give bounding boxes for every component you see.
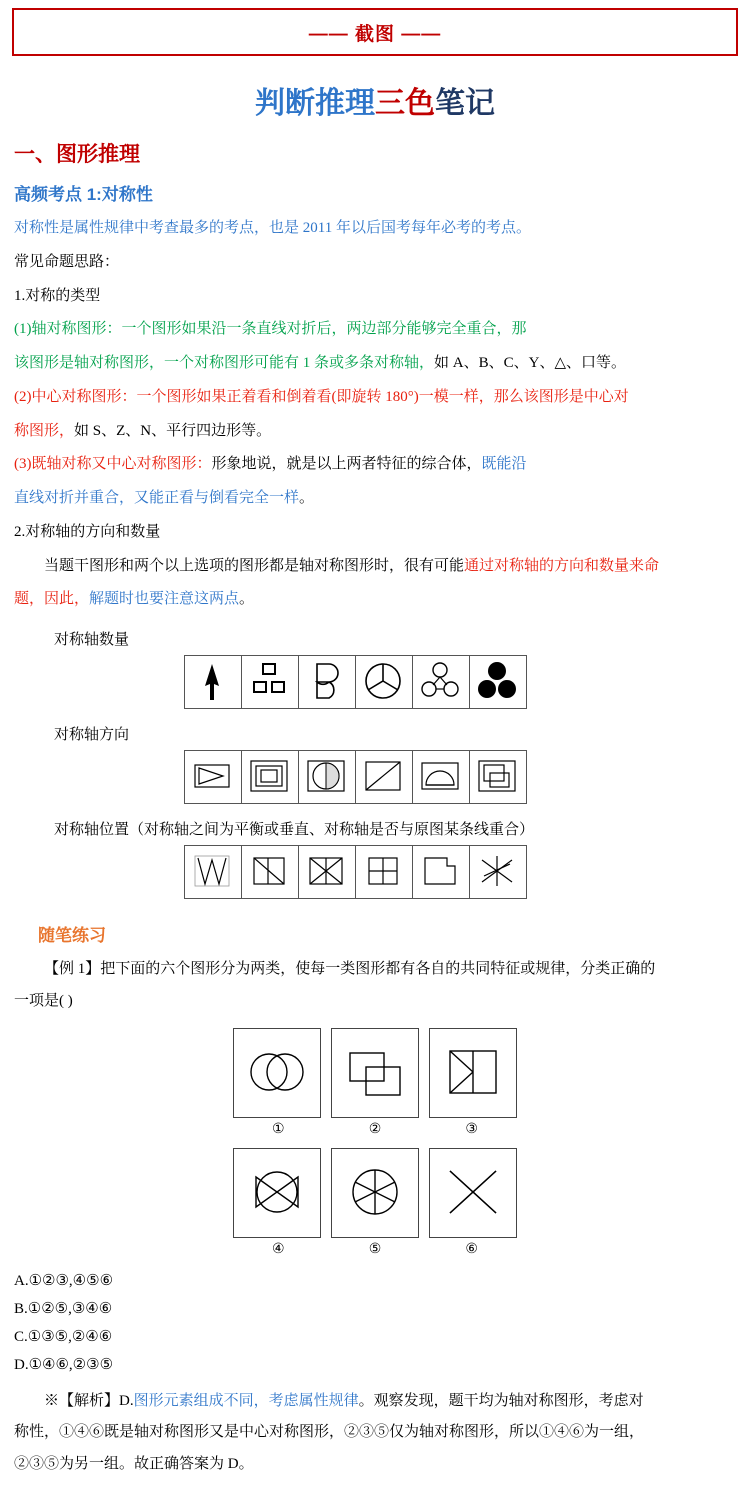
question-figure-row-1: [230, 1028, 520, 1118]
axis-count-hl-b: 题，因此，: [14, 591, 90, 608]
body-line-8a: [14, 553, 736, 581]
axis-symmetry-def-b: 该图形是轴对称图形，一个对称图形可能有 1 条或多条对称轴，: [14, 355, 435, 371]
analysis-highlight: 图形元素组成不同，考虑属性规律: [133, 1392, 359, 1409]
analysis-line-3: ②③⑤为另一组。故正确答案为 D。: [14, 1456, 254, 1472]
both-symmetry-hl-b: 直线对折并重合，又能正看与倒看完全一样: [14, 490, 300, 506]
caption-4: ④: [272, 1241, 285, 1257]
practice-heading: 随笔练习: [38, 926, 106, 945]
figure-row-axis-direction: [14, 750, 736, 804]
body-line-6a: [14, 451, 736, 479]
center-symmetry-def-b: 称图形，: [14, 422, 75, 439]
body-line-4a: [14, 316, 736, 344]
caption-5: ⑤: [368, 1241, 382, 1257]
question-figure-grid: [230, 1028, 520, 1258]
question-figure-3: [429, 1028, 517, 1118]
both-symmetry-desc: 形象地说，就是以上两者特征的综合体，: [211, 456, 482, 473]
option-c[interactable]: C.①③⑤,②④⑥: [14, 1329, 113, 1345]
body-line-2: 常见命题思路：: [14, 253, 120, 270]
axis-symmetry-examples: 如 A、B、C、Y、△、口等。: [434, 355, 626, 371]
option-a[interactable]: A.①②③,④⑤⑥: [14, 1272, 114, 1289]
figure-label-axis-position: 对称轴位置（对称轴之间为平衡或垂直、对称轴是否与原图某条线重合）: [54, 822, 535, 838]
figure-cell-nested-squares: [241, 750, 299, 804]
document-page: [0, 8, 750, 1493]
figure-cell-pin-character: [241, 655, 299, 709]
figure-cell-arrow: [184, 655, 242, 709]
caption-2: ②: [368, 1121, 382, 1137]
figure-cell-three-circles-filled: [469, 655, 527, 709]
figure-cell-semicircle: [412, 750, 470, 804]
body-line-4b: [14, 350, 736, 378]
option-b[interactable]: B.①②⑤,③④⑥: [14, 1300, 113, 1317]
kaodian-heading: 高频考点 1:对称性: [14, 185, 153, 204]
figure-cell-step-polygon: [412, 845, 470, 899]
analysis-line-2: 称性，①④⑥既是轴对称图形又是中心对称图形，②③⑤仅为轴对称图形，所以①④⑥为一组，: [14, 1424, 645, 1441]
figure-cell-circle-in-rect: [298, 750, 356, 804]
figure-cell-overlap-squares: [469, 750, 527, 804]
figure-cell-crossed-box: [241, 845, 299, 899]
figure-label-axis-count: 对称轴数量: [54, 632, 130, 648]
figure-cell-w-shape: [184, 845, 242, 899]
center-symmetry-def-a: (2)中心对称图形：一个图形如果正着看和倒着看(即旋转 180°)一模一样，那么该图形是中心对: [14, 388, 629, 405]
title-part-1: 判断推理: [255, 87, 375, 120]
question-figure-row-2: [230, 1148, 520, 1238]
both-symmetry-label: (3)既轴对称又中心对称图形：: [14, 456, 212, 473]
title-part-2: 三色: [375, 87, 435, 120]
answer-options: [14, 1270, 736, 1378]
analysis-label: ※【解析】D.: [44, 1392, 134, 1409]
document-content: [0, 138, 750, 1479]
body-line-3: 1.对称的类型: [14, 287, 101, 304]
caption-1: ①: [272, 1121, 285, 1137]
figure-cell-bowtie: [298, 845, 356, 899]
both-symmetry-hl-a: 既能沿: [481, 456, 527, 473]
figure-cell-mercedes: [355, 655, 413, 709]
question-line-1: 【例 1】把下面的六个图形分为两类，使每一类图形都有各自的共同特征或规律，分类正确的: [44, 961, 656, 977]
body-line-5a: [14, 384, 736, 412]
body-line-8b: [14, 586, 736, 614]
caption-6: ⑥: [465, 1241, 478, 1257]
question-figure-1: [233, 1028, 321, 1118]
analysis-line-1: [14, 1388, 736, 1416]
axis-count-end: 。: [239, 591, 255, 608]
caption-3: ③: [465, 1121, 478, 1137]
figure-cell-star-lines: [469, 845, 527, 899]
figure-cell-diagonal-rect: [355, 750, 413, 804]
axis-count-text-a: 当题干图形和两个以上选项的图形都是轴对称图形时，很有可能: [44, 557, 465, 574]
figure-label-axis-direction: 对称轴方向: [54, 727, 130, 743]
question-captions-row-1: [230, 1121, 520, 1138]
figure-cell-grid-four: [355, 845, 413, 899]
axis-count-hl-a: 通过对称轴的方向和数量来命: [464, 557, 660, 574]
option-d[interactable]: D.①④⑥,②③⑤: [14, 1357, 114, 1374]
screenshot-banner: [12, 8, 738, 56]
question-figure-5: [331, 1148, 419, 1238]
body-line-1: 对称性是属性规律中考查最多的考点，也是 2011 年以后国考每年必考的考点。: [14, 220, 531, 236]
both-symmetry-end: 。: [299, 490, 315, 506]
center-symmetry-examples: 如 S、Z、N、平行四边形等。: [74, 422, 272, 439]
figure-row-axis-position: [14, 845, 736, 899]
body-line-5b: [14, 418, 736, 446]
figure-cell-three-circles-outline: [412, 655, 470, 709]
figure-cell-letter-b: [298, 655, 356, 709]
question-line-2: 一项是( ): [14, 992, 73, 1009]
figure-cell-triangle-in-rect: [184, 750, 242, 804]
figure-row-axis-count: [14, 655, 736, 709]
page-title: [0, 78, 750, 122]
analysis-text-1: 。观察发现，题干均为轴对称图形，考虑对: [358, 1392, 644, 1409]
axis-symmetry-def-a: (1)轴对称图形：一个图形如果沿一条直线对折后，两边部分能够完全重合，那: [14, 321, 527, 338]
body-line-6b: [14, 485, 736, 513]
question-figure-4: [233, 1148, 321, 1238]
analysis-block: [14, 1388, 736, 1479]
body-line-7: 2.对称轴的方向和数量: [14, 523, 161, 540]
section-heading: 一、图形推理: [14, 143, 140, 166]
question-figure-2: [331, 1028, 419, 1118]
question-captions-row-2: [230, 1241, 520, 1258]
question-figure-6: [429, 1148, 517, 1238]
banner-label: —— 截图 ——: [308, 23, 442, 45]
axis-count-hl-c: 解题时也要注意这两点: [89, 591, 240, 608]
title-part-3: 笔记: [435, 87, 495, 120]
